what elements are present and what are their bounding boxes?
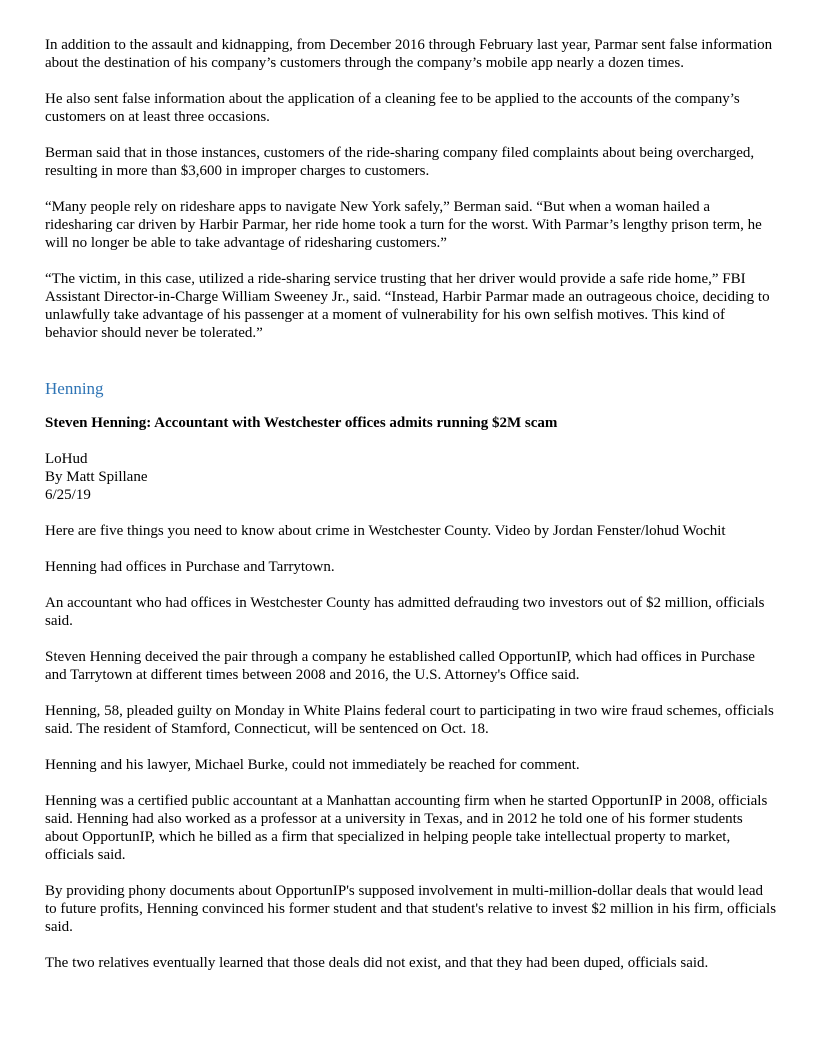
- quote-paragraph: “The victim, in this case, utilized a ride-sharing service trusting that her driver would provide a safe ride home,” FBI Assistant Director-in-Charge William Sweeney Jr., said. “Instead, Harbir Parmar made an outrageous choice, deciding to unlawfully take advantage of his passenger at a moment of vulnerability for his own selfish motives. This kind of behavior should never be tolerated.”: [45, 271, 770, 341]
- paragraph: In addition to the assault and kidnapping, from December 2016 through February last year, Parmar sent false information about the destination of his company’s customers through the company’s mobile app nearly a dozen times.: [45, 37, 773, 71]
- article-author: By Matt Spillane: [45, 469, 148, 485]
- section-heading: Henning: [45, 379, 104, 398]
- article-source: LoHud: [45, 451, 88, 467]
- paragraph: The two relatives eventually learned that those deals did not exist, and that they had been duped, officials said.: [45, 955, 709, 971]
- byline: [45, 450, 777, 504]
- article-date: 6/25/19: [45, 487, 91, 503]
- paragraph: By providing phony documents about OpportunIP's supposed involvement in multi-million-dollar deals that would lead to future profits, Henning convinced his former student and that student's relative to invest $2 million in his firm, officials said.: [45, 883, 777, 935]
- paragraph: An accountant who had offices in Westchester County has admitted defrauding two investors out of $2 million, officials said.: [45, 595, 765, 629]
- video-caption: Here are five things you need to know about crime in Westchester County. Video by Jordan Fenster/lohud Wochit: [45, 523, 726, 539]
- paragraph: Henning was a certified public accountant at a Manhattan accounting firm when he started OpportunIP in 2008, officials said. Henning had also worked as a professor at a university in Texas, and in 2012 he told one of his former students about OpportunIP, which he billed as a firm that specialized in helping people take intellectual property to market, officials said.: [45, 793, 768, 863]
- paragraph: Henning had offices in Purchase and Tarrytown.: [45, 559, 335, 575]
- paragraph: Henning, 58, pleaded guilty on Monday in White Plains federal court to participating in two wire fraud schemes, officials said. The resident of Stamford, Connecticut, will be sentenced on Oct. 18.: [45, 703, 774, 737]
- paragraph: Steven Henning deceived the pair through a company he established called OpportunIP, which had offices in Purchase and Tarrytown at different times between 2008 and 2016, the U.S. Attorney's Office said.: [45, 649, 755, 683]
- document-page: [45, 36, 777, 990]
- section-spacer: [45, 360, 777, 378]
- quote-paragraph: “Many people rely on rideshare apps to navigate New York safely,” Berman said. “But when a woman hailed a ridesharing car driven by Harbir Parmar, her ride home took a turn for the worst. With Parmar’s lengthy prison term, he will no longer be able to take advantage of ridesharing customers.”: [45, 199, 762, 251]
- paragraph: He also sent false information about the application of a cleaning fee to be applied to the accounts of the company’s customers on at least three occasions.: [45, 91, 740, 125]
- paragraph: Berman said that in those instances, customers of the ride-sharing company filed complaints about being overcharged, resulting in more than $3,600 in improper charges to customers.: [45, 145, 755, 179]
- paragraph: Henning and his lawyer, Michael Burke, could not immediately be reached for comment.: [45, 757, 580, 773]
- article-title: Steven Henning: Accountant with Westchester offices admits running $2M scam: [45, 415, 558, 431]
